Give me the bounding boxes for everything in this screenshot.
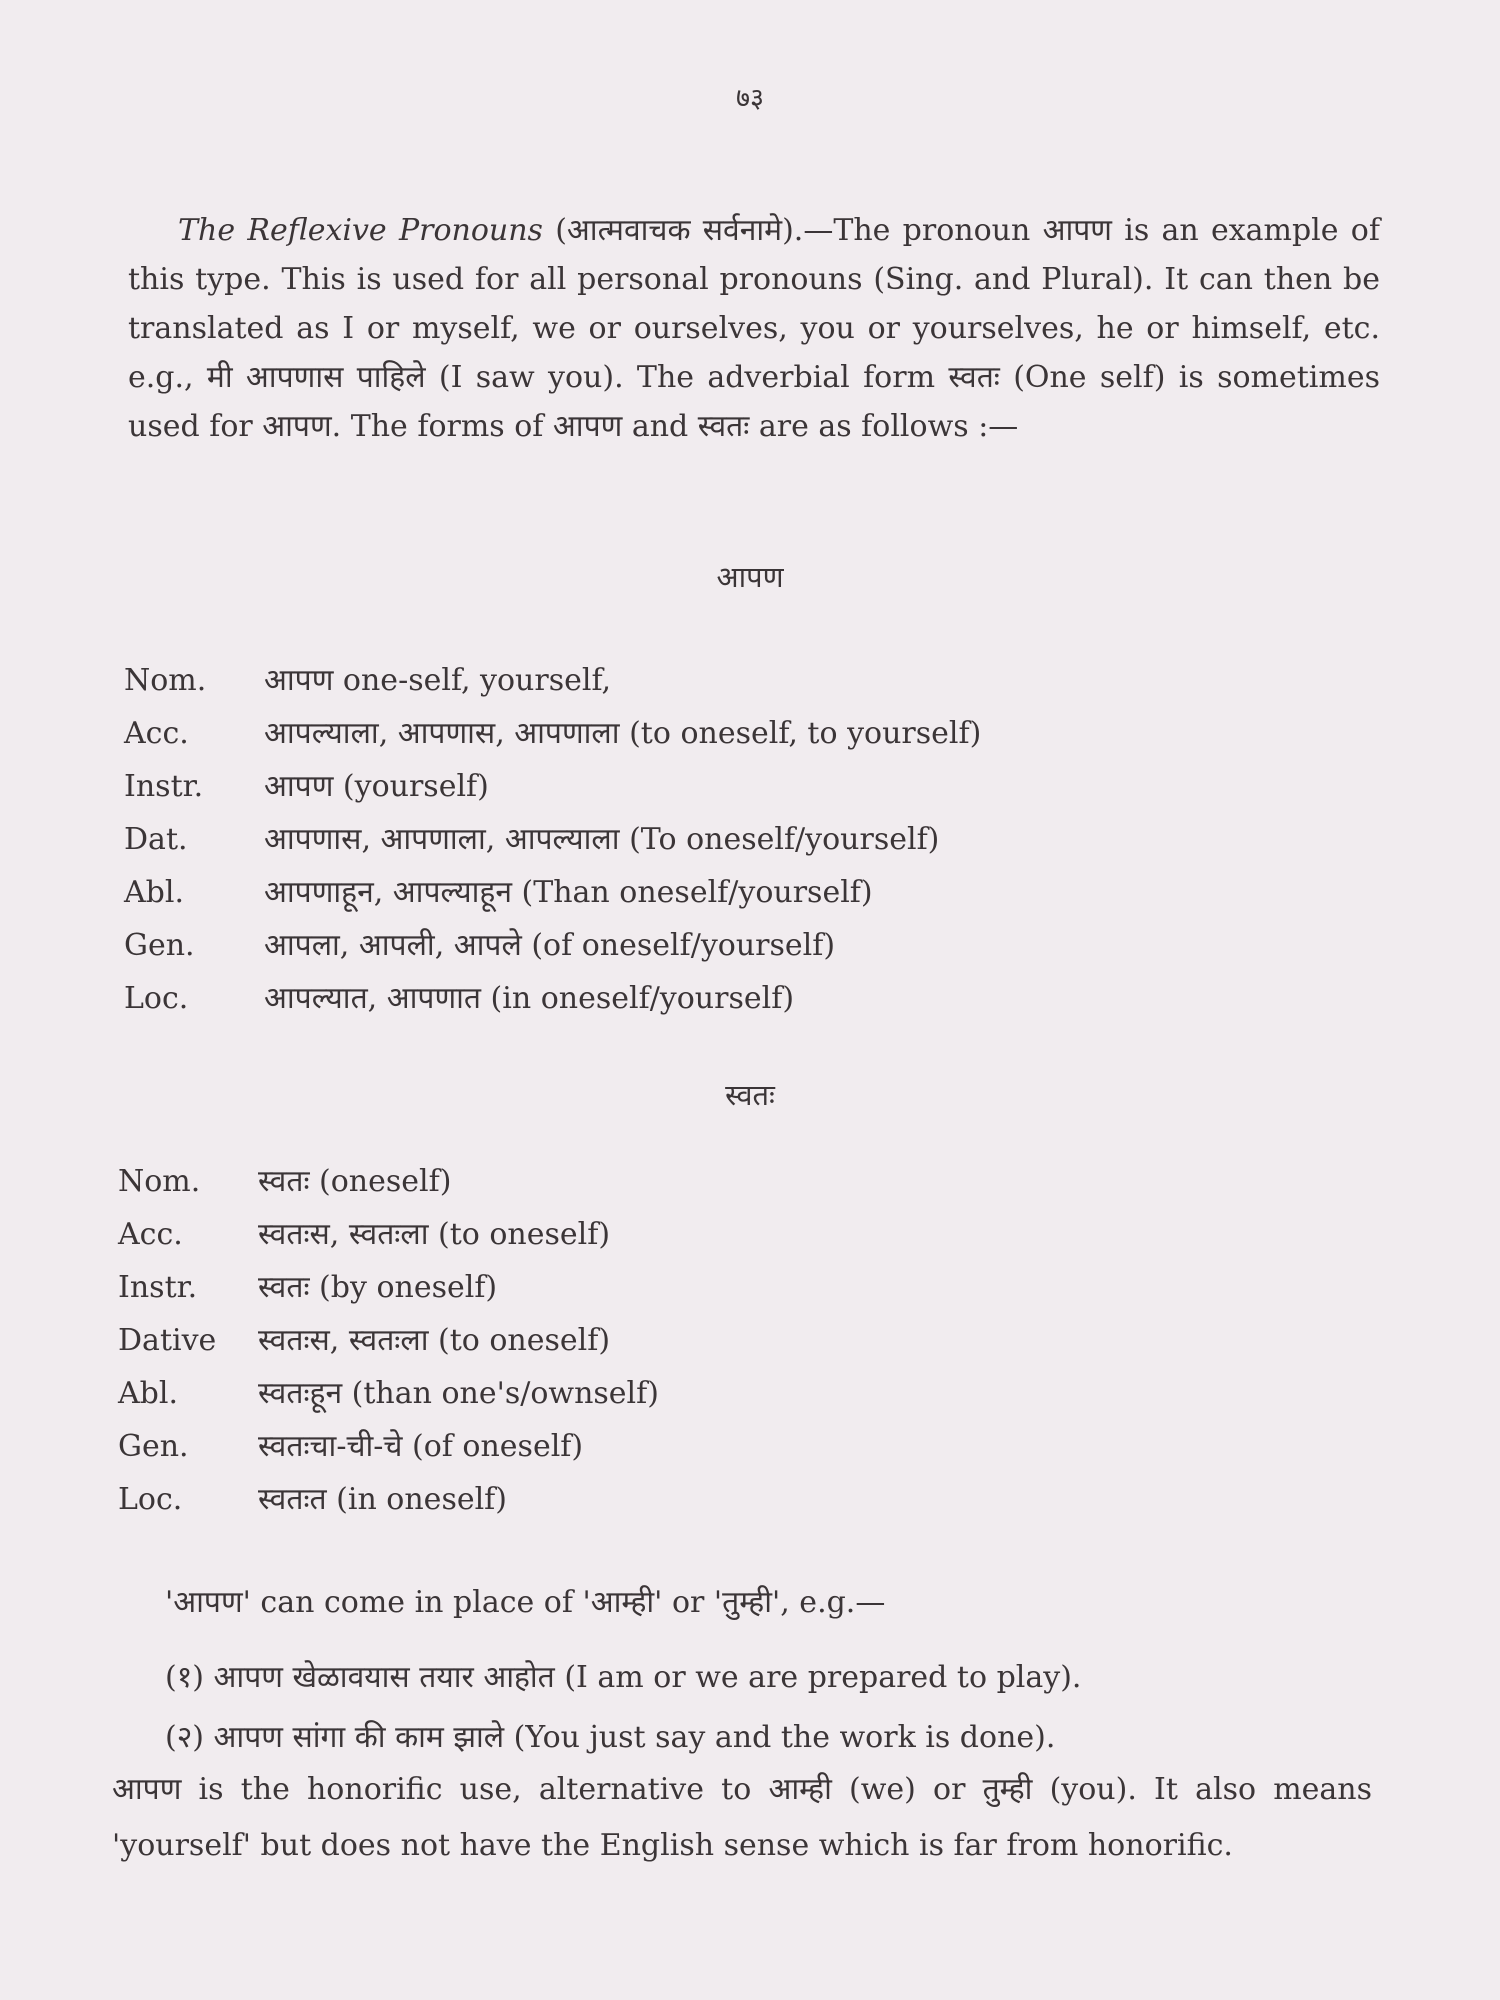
case-forms: आपणास, आपणाला, आपल्याला (To oneself/yourself) xyxy=(264,822,940,857)
case-label: Instr. xyxy=(118,1270,198,1305)
case-label: Loc. xyxy=(118,1482,183,1517)
case-label: Abl. xyxy=(124,875,184,910)
table-row xyxy=(124,707,981,760)
closing-paragraph: आपण is the honorific use, alternative to आम्ही (we) or तुम्ही (you). It also means 'yourself' but does not have the English sense which is far from honorific. xyxy=(112,1772,1372,1863)
case-label: Nom. xyxy=(124,663,207,698)
case-label: Instr. xyxy=(124,769,204,804)
case-label: Nom. xyxy=(118,1164,201,1199)
case-forms: आपण (yourself) xyxy=(264,769,489,804)
table-row xyxy=(118,1314,659,1367)
case-forms: स्वतःस, स्वतःला (to oneself) xyxy=(258,1323,611,1358)
case-label: Dative xyxy=(118,1323,217,1358)
case-forms: आपला, आपली, आपले (of oneself/yourself) xyxy=(264,928,836,963)
table-row xyxy=(118,1208,659,1261)
swatah-heading: स्वतः xyxy=(725,1078,775,1112)
case-forms: स्वतःत (in oneself) xyxy=(258,1482,507,1517)
table-row xyxy=(124,813,981,866)
case-label: Acc. xyxy=(124,716,189,751)
example-sentence-2: (२) आपण सांगा की काम झाले (You just say and the work is done). xyxy=(165,1720,1056,1755)
table-row xyxy=(118,1367,659,1420)
page-number: ७३ xyxy=(735,83,765,114)
table-row xyxy=(118,1261,659,1314)
reflexive-pronouns-term: The Reflexive Pronouns xyxy=(178,213,543,248)
intro-text: —The pronoun आपण is an example of this type. This is used for all personal pronouns (Sing. and Plural). It can then be translated as I or myself, we or ourselves, you or yourselves, he or himself, etc. e.g., मी आपणास पाहिले (I saw you). The adverbial form स्वतः (One self) is sometimes used for आपण. The forms of आपण and स्वतः are as follows :— xyxy=(128,213,1380,444)
example-sentence-1: (१) आपण खेळावयास तयार आहोत (I am or we are prepared to play). xyxy=(165,1660,1082,1695)
case-label: Acc. xyxy=(118,1217,183,1252)
case-forms: आपल्याला, आपणास, आपणाला (to oneself, to yourself) xyxy=(264,716,982,751)
intro-paragraph xyxy=(128,206,1380,451)
case-label: Loc. xyxy=(124,981,189,1016)
swatah-declension-table xyxy=(118,1155,659,1526)
case-label: Gen. xyxy=(124,928,195,963)
case-label: Abl. xyxy=(118,1376,178,1411)
table-row xyxy=(124,760,981,813)
case-label: Gen. xyxy=(118,1429,189,1464)
case-forms: स्वतःचा-ची-चे (of oneself) xyxy=(258,1429,584,1464)
table-row xyxy=(124,654,981,707)
table-row xyxy=(124,919,981,972)
table-row xyxy=(124,972,981,1025)
case-forms: स्वतः (oneself) xyxy=(258,1164,452,1199)
case-forms: स्वतः (by oneself) xyxy=(258,1270,498,1305)
case-forms: आपल्यात, आपणात (in oneself/yourself) xyxy=(264,981,795,1016)
table-row xyxy=(118,1420,659,1473)
case-label: Dat. xyxy=(124,822,188,857)
case-forms: आपणाहून, आपल्याहून (Than oneself/yourself) xyxy=(264,875,873,910)
table-row xyxy=(118,1473,659,1526)
case-forms: स्वतःहून (than one's/ownself) xyxy=(258,1376,659,1411)
case-forms: स्वतःस, स्वतःला (to oneself) xyxy=(258,1217,611,1252)
aapan-declension-table xyxy=(124,654,981,1025)
case-forms: आपण one-self, yourself, xyxy=(264,663,612,698)
aapan-heading: आपण xyxy=(716,560,784,594)
examples-intro: 'आपण' can come in place of 'आम्ही' or 'तुम्ही', e.g.— xyxy=(165,1585,886,1620)
reflexive-pronouns-marathi-term: (आत्मवाचक सर्वनामे). xyxy=(542,213,804,248)
table-row xyxy=(124,866,981,919)
table-row xyxy=(118,1155,659,1208)
